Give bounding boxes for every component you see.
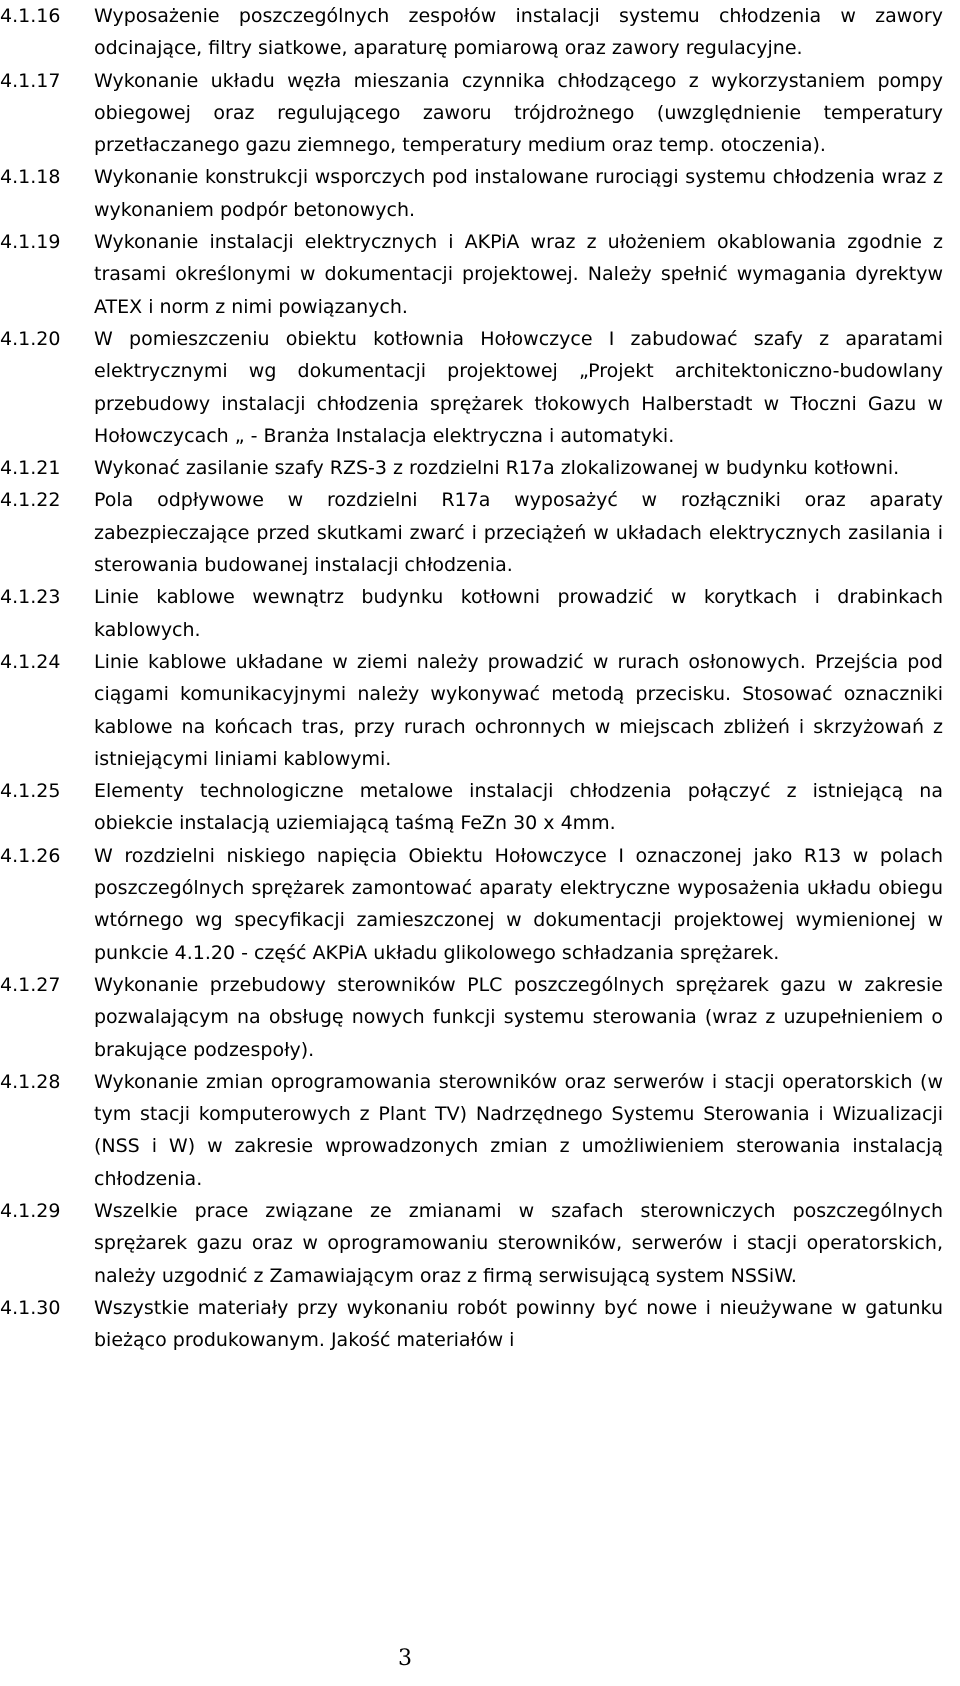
- item-text: Wykonanie konstrukcji wsporczych pod instalowane rurociągi systemu chłodzenia wraz z wykonaniem podpór betonowych.: [94, 166, 943, 221]
- list-item-4-1-19: [0, 226, 960, 323]
- list-item-4-1-25: [0, 775, 960, 840]
- item-number: 4.1.21: [0, 457, 61, 480]
- item-number: 4.1.28: [0, 1070, 61, 1093]
- item-text: W rozdzielni niskiego napięcia Obiektu Hołowczyce I oznaczonej jako R13 w polach poszczególnych sprężarek zamontować aparaty elektryczne wyposażenia układu obiegu wtórnego wg specyfikacji zamieszczonej w dokumentacji projektowej wymienionej w punkcie 4.1.20 - część AKPiA układu glikolowego schładzania sprężarek.: [94, 844, 943, 964]
- item-text: Wykonanie instalacji elektrycznych i AKPiA wraz z ułożeniem okablowania zgodnie z trasami określonymi w dokumentacji projektowej. Należy spełnić wymagania dyrektyw ATEX i norm z nimi powiązanych.: [94, 231, 943, 318]
- item-text: Wszelkie prace związane ze zmianami w szafach sterowniczych poszczególnych sprężarek gazu oraz w oprogramowaniu sterowników, serwerów i stacji operatorskich, należy uzgodnić z Zamawiającym oraz z firmą serwisującą system NSSiW.: [94, 1199, 943, 1287]
- item-text: Linie kablowe układane w ziemi należy prowadzić w rurach osłonowych. Przejścia pod ciągami komunikacyjnymi należy wykonywać metodą przecisku. Stosować oznaczniki kablowe na końcach tras, przy rurach ochronnych w miejscach zbliżeń i skrzyżowań z istniejącymi liniami kablowymi.: [94, 650, 943, 770]
- item-text: Wykonanie przebudowy sterowników PLC poszczególnych sprężarek gazu w zakresie pozwalającym na obsługę nowych funkcji systemu sterowania (wraz z uzupełnieniem o brakujące podzespoły).: [94, 973, 943, 1061]
- list-item-4-1-22: [0, 484, 960, 581]
- item-text: Pola odpływowe w rozdzielni R17a wyposażyć w rozłączniki oraz aparaty zabezpieczające przed skutkami zwarć i przeciążeń w układach elektrycznych zasilania i sterowania budowanej instalacji chłodzenia.: [94, 489, 943, 577]
- list-item-4-1-26: [0, 840, 960, 969]
- item-text: Wykonanie zmian oprogramowania sterowników oraz serwerów i stacji operatorskich (w tym stacji komputerowych z Plant TV) Nadrzędnego Systemu Sterowania i Wizualizacji (NSS i W) w zakresie wprowadzonych zmian z umożliwieniem sterowania instalacją chłodzenia.: [94, 1070, 943, 1190]
- item-number: 4.1.27: [0, 973, 61, 996]
- item-text: Wykonać zasilanie szafy RZS-3 z rozdzielni R17a zlokalizowanej w budynku kotłowni.: [94, 457, 900, 480]
- list-item-4-1-27: [0, 969, 960, 1066]
- item-text: W pomieszczeniu obiektu kotłownia Hołowczyce I zabudować szafy z aparatami elektrycznymi wg dokumentacji projektowej „Projekt architektoniczno-budowlany przebudowy instalacji chłodzenia sprężarek tłokowych Halberstadt w Tłoczni Gazu w Hołowczycach „ - Branża Instalacja elektryczna i automatyki.: [94, 327, 943, 447]
- item-text: Wszystkie materiały przy wykonaniu robót powinny być nowe i nieużywane w gatunku bieżąco produkowanym. Jakość materiałów i: [94, 1296, 943, 1352]
- item-text: Linie kablowe wewnątrz budynku kotłowni prowadzić w korytkach i drabinkach kablowych.: [94, 586, 943, 641]
- list-item-4-1-29: [0, 1195, 960, 1292]
- item-number: 4.1.18: [0, 166, 61, 189]
- item-number: 4.1.17: [0, 69, 61, 92]
- list-item-4-1-17: [0, 65, 960, 162]
- list-item-4-1-20: [0, 323, 960, 452]
- list-item-4-1-24: [0, 646, 960, 775]
- item-number: 4.1.29: [0, 1199, 61, 1222]
- item-number: 4.1.16: [0, 5, 61, 27]
- list-item-4-1-28: [0, 1066, 960, 1195]
- item-number: 4.1.19: [0, 231, 61, 254]
- item-number: 4.1.20: [0, 327, 61, 350]
- item-number: 4.1.22: [0, 489, 61, 512]
- item-number: 4.1.25: [0, 780, 61, 803]
- list-item-4-1-23: [0, 581, 960, 646]
- item-number: 4.1.30: [0, 1296, 61, 1319]
- item-text: Elementy technologiczne metalowe instalacji chłodzenia połączyć z istniejącą na obiekcie instalacją uziemiającą taśmą FeZn 30 x 4mm.: [94, 780, 943, 835]
- item-text: Wyposażenie poszczególnych zespołów instalacji systemu chłodzenia w zawory odcinające, filtry siatkowe, aparaturę pomiarową oraz zawory regulacyjne.: [94, 5, 943, 60]
- list-item-4-1-18: [0, 161, 960, 226]
- item-number: 4.1.24: [0, 650, 61, 673]
- page-number: 3: [398, 1646, 412, 1671]
- list-item-4-1-30: [0, 1292, 960, 1357]
- list-item-4-1-21: [0, 452, 960, 484]
- item-number: 4.1.23: [0, 586, 61, 609]
- item-number: 4.1.26: [0, 844, 61, 867]
- item-text: Wykonanie układu węzła mieszania czynnika chłodzącego z wykorzystaniem pompy obiegowej oraz regulującego zaworu trójdrożnego (uwzględnienie temperatury przetłaczanego gazu ziemnego, temperatury medium oraz temp. otoczenia).: [94, 69, 943, 157]
- list-item-4-1-16: [0, 0, 960, 65]
